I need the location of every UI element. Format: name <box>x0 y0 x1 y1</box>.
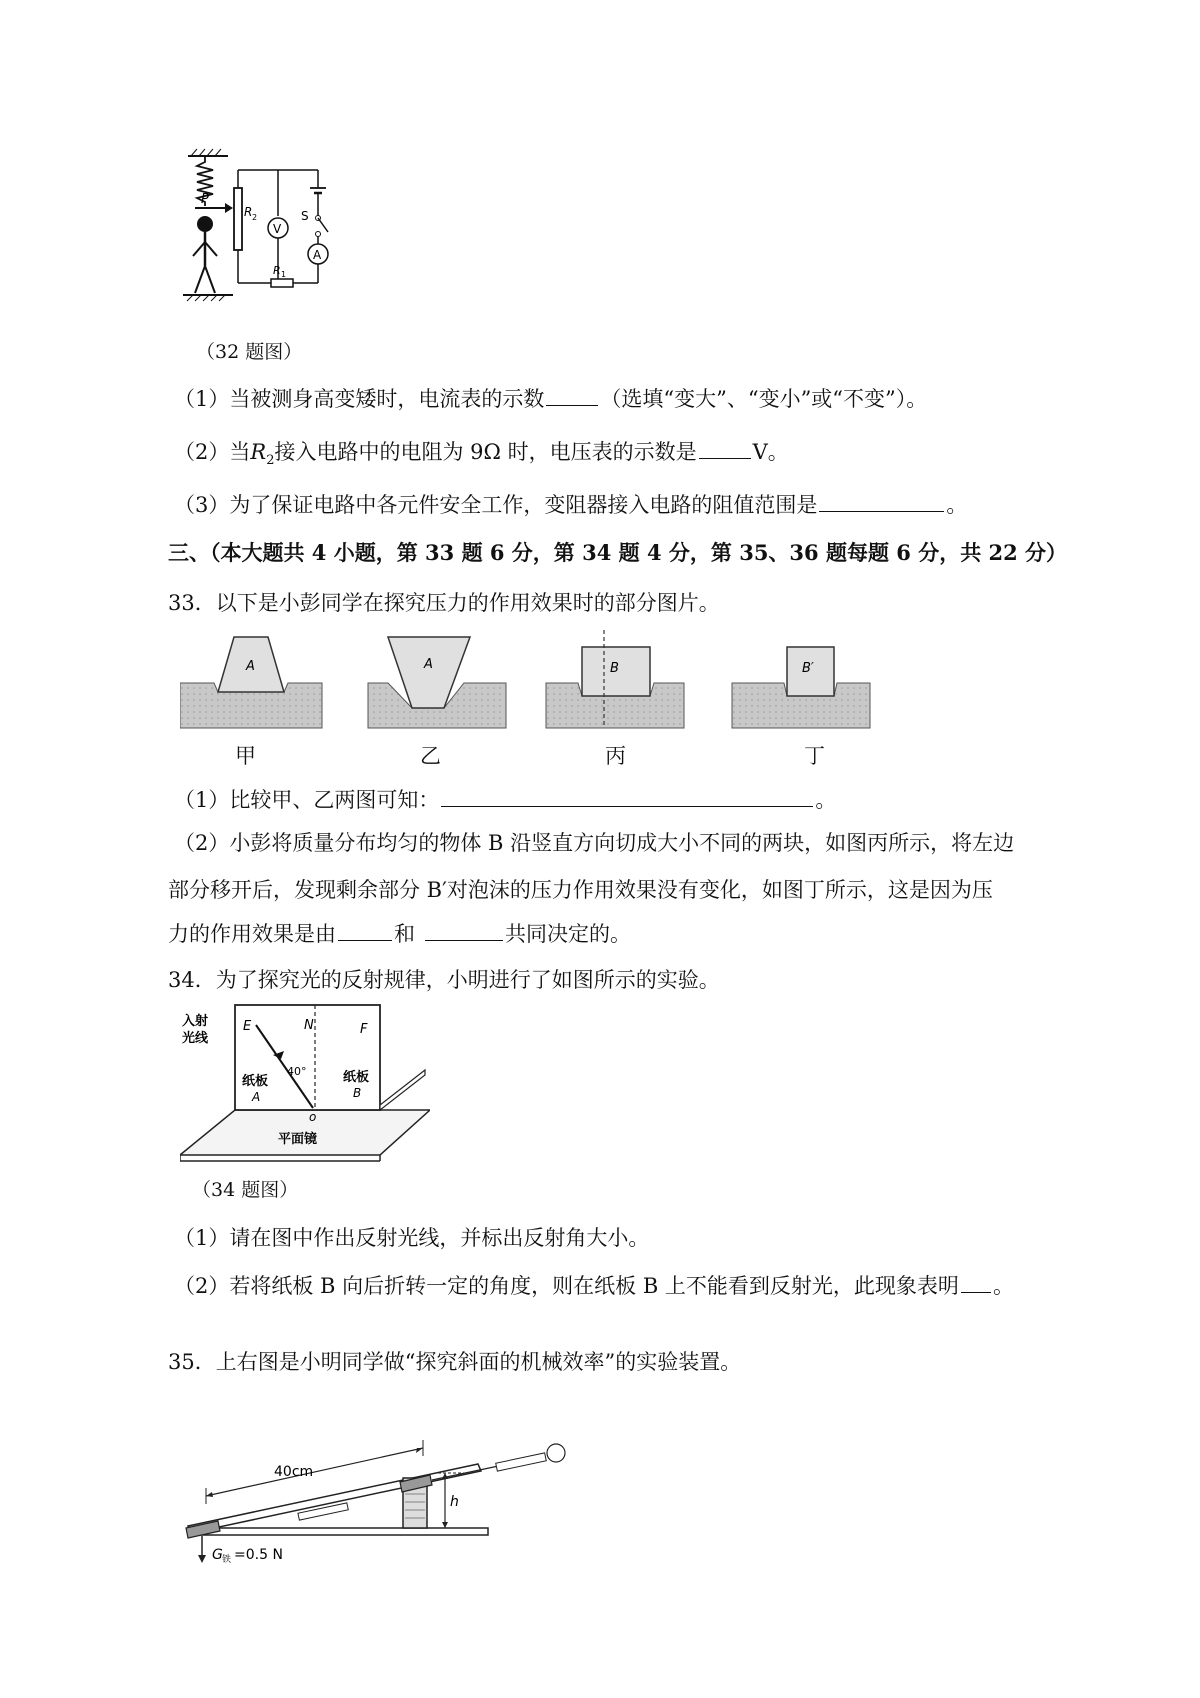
answer-blank[interactable] <box>338 920 392 941</box>
q33-part2-line3-b: 和 <box>394 922 415 946</box>
figure-34-caption: （34 题图） <box>192 1179 299 1201</box>
figure-yi <box>368 637 506 728</box>
q33-part2-line1: （2）小彭将质量分布均匀的物体 B 沿竖直方向切成大小不同的两块，如图丙所示，将左边 <box>174 831 1015 855</box>
label-p: P <box>201 192 209 207</box>
figure-ding <box>732 647 870 728</box>
q32-part2-var: R <box>250 440 267 464</box>
label-jia: 甲 <box>235 744 256 768</box>
label-board-a-1: 纸板 <box>242 1074 269 1089</box>
label-g: G <box>212 1547 223 1563</box>
label-r2-sub: 2 <box>252 213 258 222</box>
q33-part1-text: （1）比较甲、乙两图可知： <box>174 788 440 812</box>
answer-blank[interactable] <box>425 920 503 941</box>
label-angle: 40° <box>287 1065 307 1078</box>
q34-part2-text: （2）若将纸板 B 向后折转一定的角度，则在纸板 B 上不能看到反射光，此现象表明 <box>174 1274 959 1298</box>
label-e: E <box>243 1019 252 1034</box>
figure-bing <box>546 630 684 728</box>
q32-part2-unit: V。 <box>752 440 789 464</box>
figure-jia <box>180 637 322 728</box>
label-board-a-2: A <box>252 1090 261 1104</box>
q34-stem: 34．为了探究光的反射规律，小明进行了如图所示的实验。 <box>168 968 720 992</box>
label-yi: 乙 <box>420 744 441 768</box>
q34-part2-end: 。 <box>992 1274 1014 1298</box>
label-incident-2: 光线 <box>182 1031 209 1046</box>
q34-part2 <box>174 1272 1014 1300</box>
figure-35-incline <box>178 1378 618 1563</box>
label-board-b-1: 纸板 <box>343 1070 370 1085</box>
block-label: B <box>610 661 619 676</box>
q33-part1-end: 。 <box>815 788 837 812</box>
label-incident-1: 入射 <box>182 1014 209 1029</box>
label-ding: 丁 <box>804 744 825 768</box>
answer-blank[interactable] <box>819 491 944 512</box>
label-f: F <box>360 1022 368 1037</box>
section3-heading: 三、（本大题共 4 小题，第 33 题 6 分，第 34 题 4 分，第 35、36 题每题 6 分，共 22 分） <box>168 540 1068 565</box>
q32-part2-pre: （2）当 <box>174 440 251 464</box>
q32-part1 <box>174 385 927 413</box>
answer-blank[interactable] <box>961 1272 991 1293</box>
figure-32-caption: （32 题图） <box>196 341 303 363</box>
q35-stem: 35．上右图是小明同学做“探究斜面的机械效率”的实验装置。 <box>168 1350 742 1374</box>
label-g-sub: 铁 <box>222 1555 232 1563</box>
q32-part3 <box>174 491 967 519</box>
block-label: A <box>424 657 433 672</box>
answer-blank[interactable] <box>441 786 813 807</box>
q33-part2-line3 <box>168 920 631 948</box>
q32-part3-text: （3）为了保证电路中各元件安全工作，变阻器接入电路的阻值范围是 <box>174 493 818 517</box>
q32-part1-text: （1）当被测身高变矮时，电流表的示数 <box>174 387 545 411</box>
label-h: h <box>450 1494 459 1510</box>
figure-32-circuit <box>183 148 358 328</box>
label-r1-sub: 1 <box>281 270 287 279</box>
q33-part2-line3-c: 共同决定的。 <box>505 922 631 946</box>
q32-part1-end: （选填“变大”、“变小”或“不变”）。 <box>600 387 928 411</box>
q32-part3-end: 。 <box>946 493 968 517</box>
label-a: A <box>313 248 322 262</box>
q33-part2-line3-a: 力的作用效果是由 <box>168 922 336 946</box>
answer-blank[interactable] <box>546 385 598 406</box>
q34-part1: （1）请在图中作出反射光线，并标出反射角大小。 <box>174 1226 650 1250</box>
label-r1: R <box>273 264 281 277</box>
label-bing: 丙 <box>605 744 626 768</box>
label-g-value: =0.5 N <box>234 1547 283 1563</box>
q33-part2-line2: 部分移开后，发现剩余部分 B′对泡沫的压力作用效果没有变化，如图丁所示，这是因为压 <box>168 878 993 902</box>
label-o: o <box>309 1110 317 1124</box>
label-r2: R <box>244 205 253 219</box>
label-n: N <box>304 1018 314 1033</box>
label-length: 40cm <box>274 1464 314 1480</box>
block-label: B′ <box>802 661 814 676</box>
q32-part2 <box>174 438 789 475</box>
q32-part2-sub: 2 <box>266 453 275 469</box>
label-board-b-2: B <box>353 1086 362 1100</box>
label-mirror: 平面镜 <box>278 1132 318 1147</box>
q32-part2-mid: 接入电路中的电阻为 9Ω 时，电压表的示数是 <box>274 440 697 464</box>
block-label: A <box>246 659 255 674</box>
figure-34-reflection <box>180 995 430 1170</box>
label-v: V <box>273 222 282 236</box>
label-s: S <box>301 209 309 223</box>
q33-stem: 33．以下是小彭同学在探究压力的作用效果时的部分图片。 <box>168 591 720 615</box>
q33-part1 <box>174 786 836 814</box>
answer-blank[interactable] <box>699 438 751 459</box>
figure-33-pressure <box>180 620 950 735</box>
